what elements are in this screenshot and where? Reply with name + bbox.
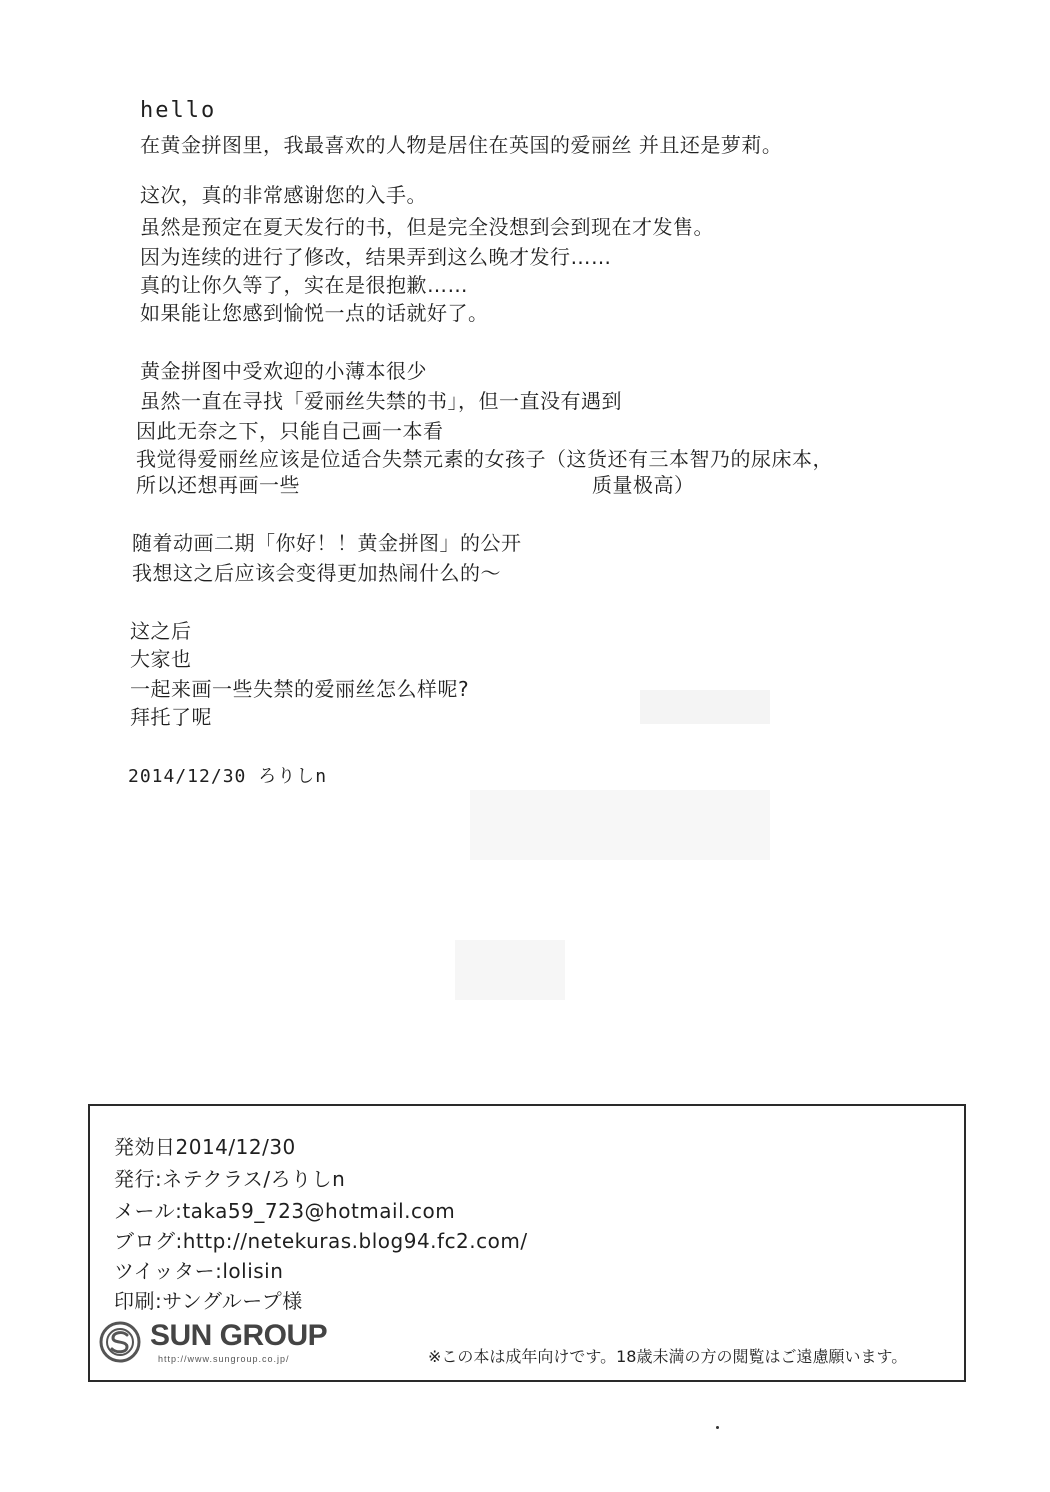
release-date: 発効日2014/12/30 — [114, 1135, 296, 1159]
thanks-line: 真的让你久等了，实在是很抱歉…… — [140, 273, 468, 297]
reason-line: 因此无奈之下，只能自己画一本看 — [136, 419, 444, 443]
reason-line: 所以还想再画一些 — [136, 473, 300, 497]
thanks-line: 如果能让您感到愉悦一点的话就好了。 — [140, 301, 489, 325]
intro-line: 在黄金拼图里，我最喜欢的人物是居住在英国的爱丽丝 并且还是萝莉。 — [140, 133, 783, 157]
reason-aside: 质量极高） — [592, 473, 695, 497]
scan-speck — [716, 1426, 719, 1429]
reason-line: 黄金拼图中受欢迎的小薄本很少 — [140, 359, 427, 383]
closing-line: 一起来画一些失禁的爱丽丝怎么样呢? — [130, 677, 470, 701]
thanks-line: 这次，真的非常感谢您的入手。 — [140, 183, 427, 207]
greeting: hello — [140, 98, 217, 123]
logo-url: http://www.sungroup.co.jp/ — [158, 1354, 290, 1364]
reason-line: 虽然一直在寻找「爱丽丝失禁的书」，但一直没有遇到 — [140, 389, 622, 413]
thanks-line: 虽然是预定在夏天发行的书，但是完全没想到会到现在才发售。 — [140, 215, 714, 239]
anime-line: 我想这之后应该会变得更加热闹什么的～ — [132, 561, 501, 585]
thanks-line: 因为连续的进行了修改，结果弄到这么晚才发行…… — [140, 245, 612, 269]
printer: 印刷:サングループ様 — [114, 1289, 303, 1313]
anime-line: 随着动画二期「你好！！黄金拼图」的公开 — [132, 531, 522, 555]
blog-url: ブログ:http://netekuras.blog94.fc2.com/ — [114, 1229, 528, 1253]
closing-line: 拜托了呢 — [130, 705, 212, 729]
signature: 2014/12/30 ろりしn — [128, 766, 328, 787]
publisher: 発行:ネテクラス/ろりしn — [114, 1167, 346, 1191]
colophon-box — [88, 1104, 966, 1382]
closing-line: 大家也 — [130, 647, 192, 671]
reason-line: 我觉得爱丽丝应该是位适合失禁元素的女孩子（这货还有三本智乃的尿床本， — [136, 447, 833, 471]
printer-logo — [98, 1318, 368, 1374]
show-through-mark — [470, 790, 770, 860]
sun-group-logo-icon — [98, 1320, 142, 1364]
show-through-mark — [455, 940, 565, 1000]
show-through-mark — [640, 690, 770, 724]
twitter-handle: ツイッター:lolisin — [114, 1259, 284, 1283]
age-notice: ※この本は成年向けです。18歳未満の方の閲覧はご遠慮願います。 — [428, 1347, 908, 1366]
contact-mail: メール:taka59_723@hotmail.com — [114, 1199, 456, 1223]
closing-line: 这之后 — [130, 619, 192, 643]
logo-wordmark: SUN GROUP — [150, 1319, 328, 1352]
